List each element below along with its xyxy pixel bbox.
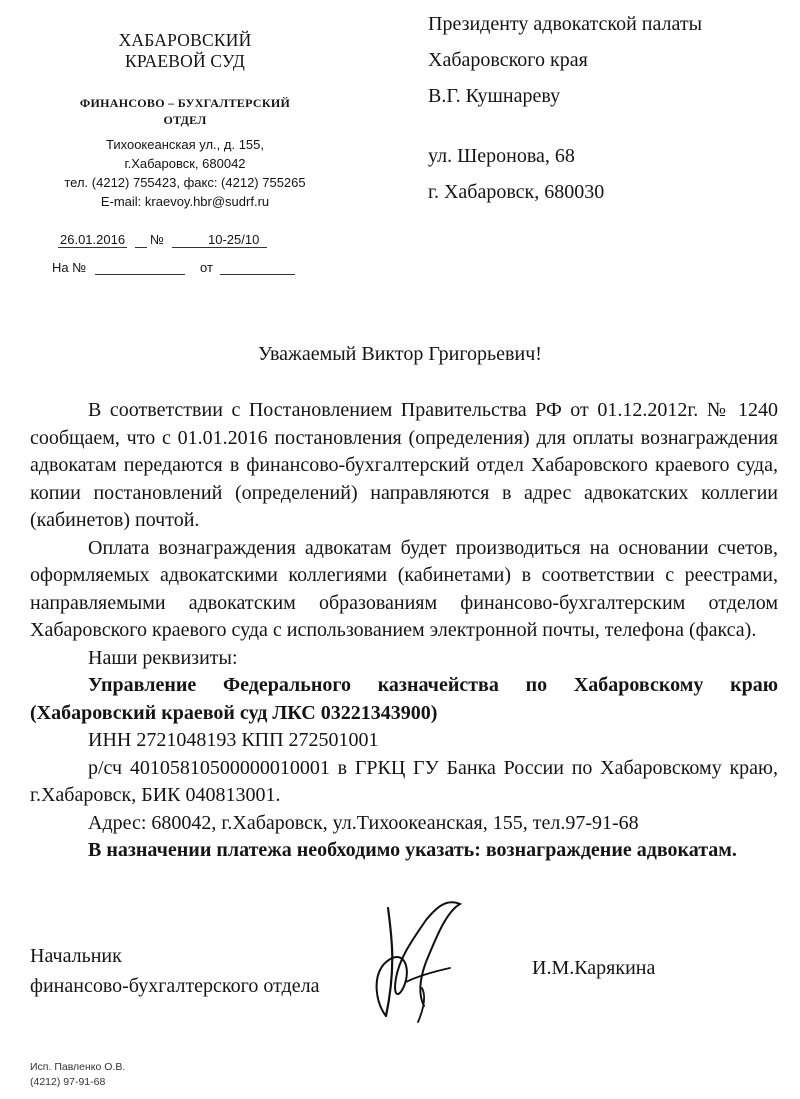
- divider: [172, 247, 267, 248]
- department-line1: ФИНАНСОВО – БУХГАЛТЕРСКИЙ: [79, 96, 291, 110]
- body-paragraph-1: В соответствии с Постановлением Правительства РФ от 01.12.2012г. № 1240 сообщаем, что с 01.01.2016 постановления (определения) для оплаты вознаграждения адвокатам передаются в финансово-бухгалтерский отдел Хабаровского краевого суда, копии постановлений (определений) направляются в адрес адвокатских коллегии (кабинетов) почтой.: [30, 399, 778, 531]
- sender-address-line1: Тихоокеанская ул., д. 155,: [105, 137, 265, 152]
- executor-phone: (4212) 97-91-68: [30, 1076, 106, 1088]
- divider: [135, 247, 147, 248]
- sender-address-line2: г.Хабаровск, 680042: [124, 156, 246, 171]
- court-name-line1: ХАБАРОВСКИЙ: [118, 30, 252, 50]
- letter-body: [30, 397, 778, 865]
- inn-kpp: ИНН 2721048193 КПП 272501001: [88, 729, 379, 751]
- recipient-name: В.Г. Кушнареву: [428, 85, 561, 107]
- recipient-line1: Президенту адвокатской палаты: [428, 13, 703, 35]
- payment-note: В назначении платежа необходимо указать: вознаграждение адвокатам.: [88, 839, 737, 861]
- sender-phones: тел. (4212) 755423, факс: (4212) 755265: [64, 175, 306, 190]
- payment-address: Адрес: 680042, г.Хабаровск, ул.Тихоокеанская, 155, тел.97-91-68: [88, 811, 639, 834]
- requisites-label: Наши реквизиты:: [88, 646, 238, 669]
- recipient-street: ул. Шеронова, 68: [428, 145, 575, 167]
- salutation: Уважаемый Виктор Григорьевич!: [258, 343, 542, 365]
- divider: [220, 274, 295, 275]
- sender-email: E-mail: kraevoy.hbr@sudrf.ru: [100, 194, 270, 209]
- sender-department: [40, 95, 330, 129]
- outgoing-number: 10-25/10: [208, 232, 260, 247]
- recipient-city: г. Хабаровск, 680030: [428, 181, 605, 203]
- incoming-from-label: от: [200, 260, 213, 275]
- sender-contacts: [30, 135, 340, 211]
- signatory-title: [30, 941, 319, 1001]
- executor-name: Исп. Павленко О.В.: [30, 1061, 126, 1073]
- court-name-line2: КРАЕВОЙ СУД: [124, 51, 246, 71]
- recipient-line2: Хабаровского края: [428, 49, 588, 71]
- outgoing-number-sign: №: [150, 232, 164, 247]
- handwritten-signature: [366, 898, 476, 1033]
- signatory-name: И.М.Карякина: [532, 957, 656, 979]
- incoming-number-label: На №: [52, 260, 87, 275]
- outgoing-date: [58, 232, 127, 248]
- recipient-block: [428, 6, 788, 210]
- department-line2: ОТДЕЛ: [163, 113, 207, 127]
- divider: [95, 274, 185, 275]
- bank-account: р/сч 40105810500000010001 в ГРКЦ ГУ Банка России по Хабаровскому краю, г.Хабаровск, БИК 040813001.: [30, 756, 778, 806]
- body-paragraph-2: Оплата вознаграждения адвокатам будет производиться на основании счетов, оформляемых адвокатскими коллегиями (кабинетами) в соответствии с реестрами, направляемыми адвокатским образованиям финансово-бухгалтерским отделом Хабаровского краевого суда с использованием электронной почты, телефона (факса).: [30, 536, 778, 641]
- treasury-name: Управление Федерального казначейства по Хабаровскому краю (Хабаровский краевой суд ЛКС 03221343900): [30, 674, 778, 724]
- signatory-title-line1: Начальник: [30, 945, 122, 967]
- footer-executor-info: [30, 1060, 125, 1090]
- signatory-title-line2: финансово-бухгалтерского отдела: [30, 975, 320, 997]
- outgoing-date-value: 26.01.2016: [60, 232, 126, 247]
- sender-court-name: [60, 30, 310, 72]
